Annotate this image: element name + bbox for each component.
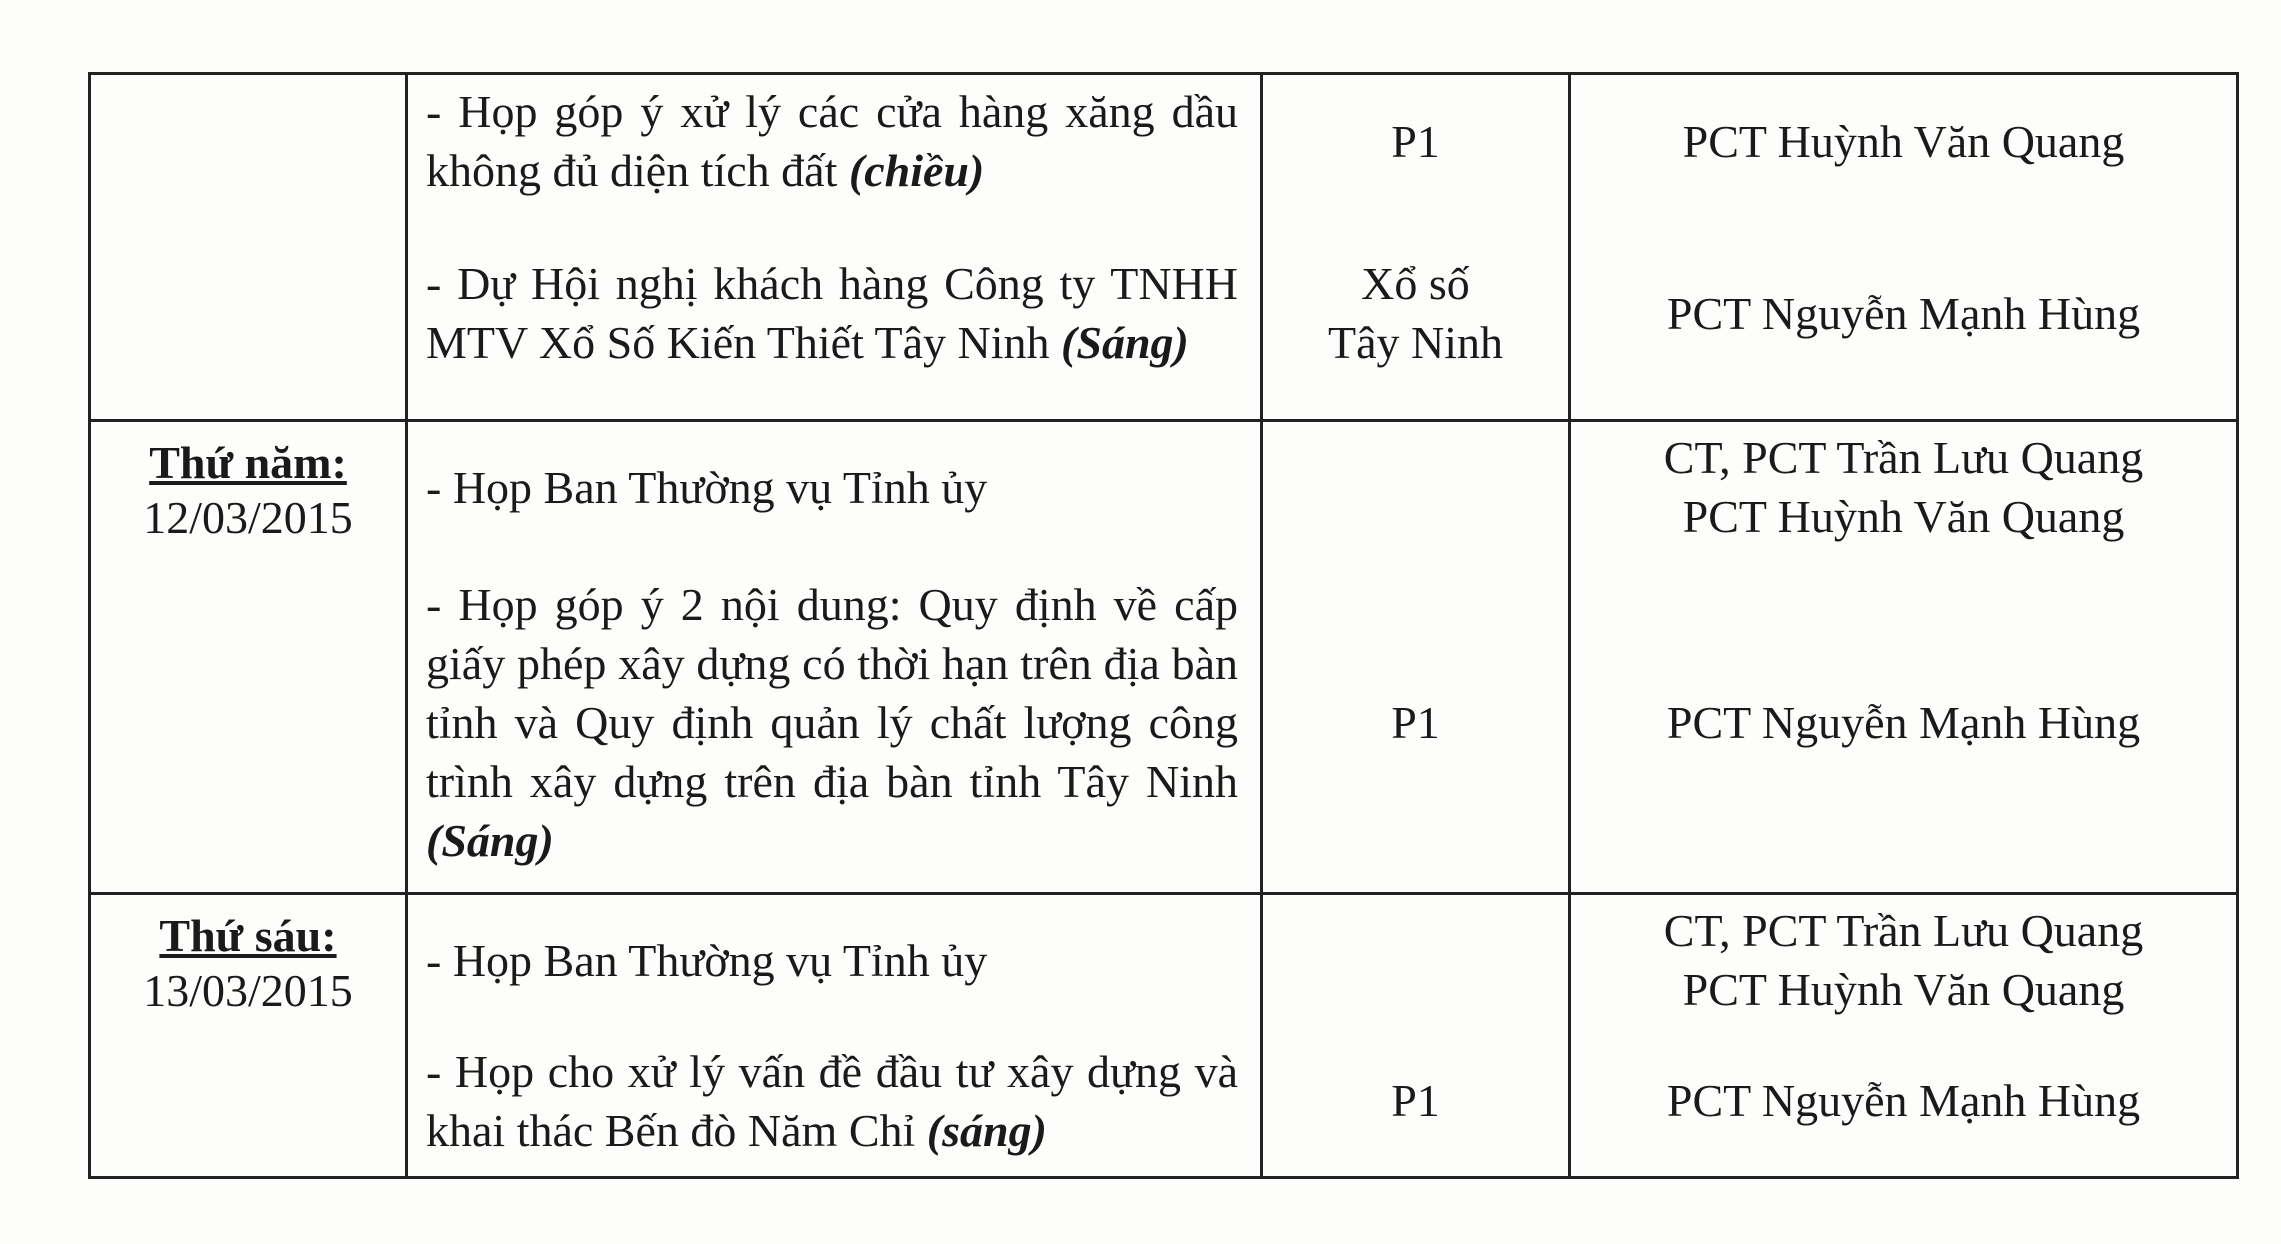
day-cell bbox=[90, 894, 407, 1178]
place-cell bbox=[1262, 894, 1570, 1178]
table-row bbox=[90, 894, 2238, 1178]
person-name: PCT Nguyễn Mạnh Hùng bbox=[1666, 696, 2141, 748]
table-row bbox=[90, 74, 2238, 421]
content-cell bbox=[407, 894, 1262, 1178]
agenda-text: - Dự Hội nghị khách hàng Công ty TNHH MTV Xổ Số Kiến Thiết Tây Ninh bbox=[426, 258, 1238, 368]
person-cell bbox=[1570, 74, 2238, 421]
content-cell bbox=[407, 74, 1262, 421]
day-cell bbox=[90, 74, 407, 421]
person-text bbox=[1571, 1025, 2236, 1176]
table-row bbox=[90, 421, 2238, 894]
person-name: PCT Huỳnh Văn Quang bbox=[1682, 491, 2125, 542]
session-label: (Sáng) bbox=[1061, 317, 1189, 368]
agenda-item bbox=[408, 1025, 1260, 1176]
person-text bbox=[1571, 207, 2236, 419]
place-text: P1 bbox=[1391, 115, 1440, 167]
place-text: P1 bbox=[1391, 696, 1440, 748]
person-name: PCT Huỳnh Văn Quang bbox=[1682, 115, 2125, 167]
place-cell bbox=[1262, 74, 1570, 421]
person-text bbox=[1571, 422, 2236, 552]
agenda-text: - Họp Ban Thường vụ Tỉnh ủy bbox=[426, 934, 988, 986]
place-text bbox=[1263, 895, 1568, 1025]
agenda-text: - Họp góp ý 2 nội dung: Quy định về cấp giấy phép xây dựng có thời hạn trên địa bàn tỉnh và Quy định quản lý chất lượng công trình xây dựng trên địa bàn tỉnh Tây Ninh bbox=[426, 578, 1238, 807]
place-cell bbox=[1262, 421, 1570, 894]
place-text bbox=[1263, 422, 1568, 552]
schedule-table bbox=[88, 72, 2239, 1179]
agenda-text: - Họp góp ý xử lý các cửa hàng xăng dầu không đủ diện tích đất bbox=[426, 86, 1238, 196]
agenda-item bbox=[408, 422, 1260, 552]
agenda-text: - Họp cho xử lý vấn đề đầu tư xây dựng và khai thác Bến đò Năm Chỉ bbox=[426, 1045, 1238, 1156]
session-label: (Sáng) bbox=[426, 814, 554, 866]
agenda-text: - Họp Ban Thường vụ Tỉnh ủy bbox=[426, 461, 988, 513]
session-label: (sáng) bbox=[926, 1104, 1047, 1156]
agenda-item bbox=[408, 207, 1260, 419]
agenda-item bbox=[408, 895, 1260, 1025]
day-date: 12/03/2015 bbox=[143, 492, 353, 543]
person-name: CT, PCT Trần Lưu Quang bbox=[1663, 905, 2144, 956]
session-label: (chiều) bbox=[848, 145, 985, 196]
day-cell bbox=[90, 421, 407, 894]
agenda-item bbox=[408, 552, 1260, 892]
person-name: PCT Nguyễn Mạnh Hùng bbox=[1666, 1075, 2141, 1126]
person-text bbox=[1571, 552, 2236, 892]
person-cell bbox=[1570, 894, 2238, 1178]
agenda-item bbox=[408, 75, 1260, 207]
place-text: Xổ số Tây Ninh bbox=[1327, 258, 1503, 368]
content-cell bbox=[407, 421, 1262, 894]
day-name: Thứ năm: bbox=[149, 437, 347, 488]
person-text bbox=[1571, 75, 2236, 207]
person-cell bbox=[1570, 421, 2238, 894]
day-date: 13/03/2015 bbox=[143, 965, 353, 1016]
day-name: Thứ sáu: bbox=[159, 910, 337, 961]
person-name: PCT Nguyễn Mạnh Hùng bbox=[1666, 287, 2141, 339]
person-name: PCT Huỳnh Văn Quang bbox=[1682, 964, 2125, 1015]
person-name: CT, PCT Trần Lưu Quang bbox=[1663, 432, 2144, 483]
person-text bbox=[1571, 895, 2236, 1025]
place-text: P1 bbox=[1391, 1075, 1440, 1126]
